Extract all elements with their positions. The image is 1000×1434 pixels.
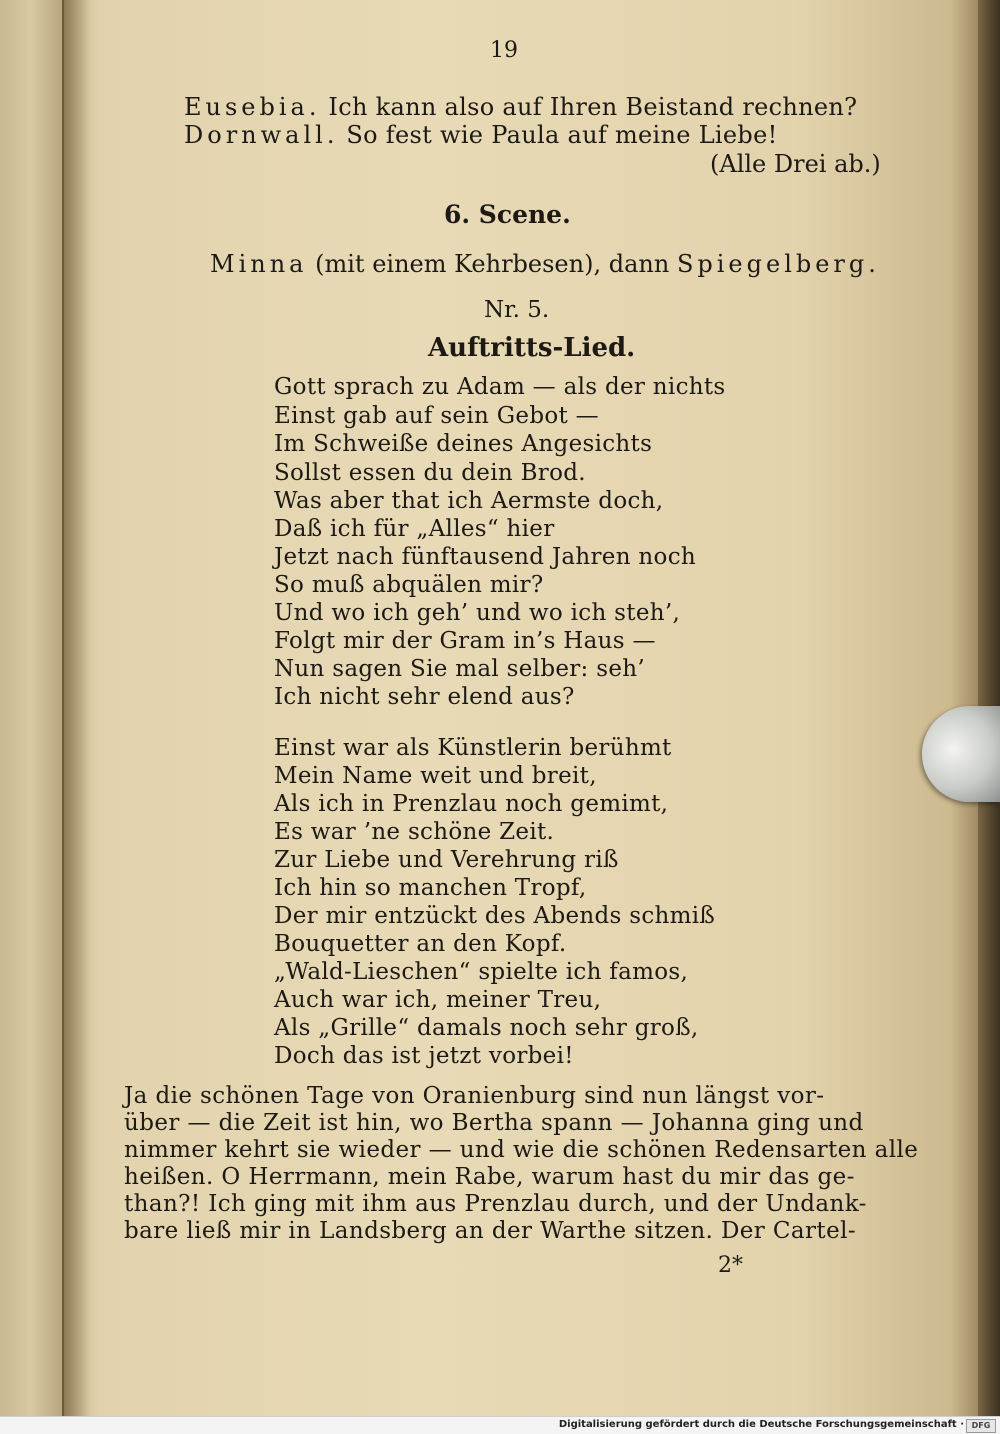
- verse-line: Mein Name weit und breit,: [274, 763, 597, 789]
- prose-line: bare ließ mir in Landsberg an der Warthe sitzen. Der Cartel-: [124, 1218, 857, 1244]
- stage-direction: (Alle Drei ab.): [710, 150, 881, 178]
- verse-line: Auch war ich, meiner Treu,: [274, 987, 602, 1013]
- cast-direction: (mit einem Kehrbesen), dann: [315, 250, 670, 278]
- verse-line: Als „Grille“ damals noch sehr groß,: [274, 1015, 699, 1041]
- song-number: Nr. 5.: [484, 297, 550, 323]
- footer-bar: [0, 1416, 1000, 1434]
- prose-line: than?! Ich ging mit ihm aus Prenzlau durch, und der Undank-: [124, 1191, 867, 1217]
- verse-line: Einst gab auf sein Gebot —: [274, 403, 599, 429]
- prose-line: Ja die schönen Tage von Oranienburg sind nun längst vor-: [124, 1083, 825, 1109]
- song-title: Auftritts-Lied.: [428, 333, 636, 363]
- dialogue-line-2: [184, 121, 778, 149]
- prose-line: nimmer kehrt sie wieder — und wie die schönen Redensarten alle: [124, 1137, 919, 1163]
- verse-line: Zur Liebe und Verehrung riß: [274, 847, 619, 873]
- verse-line: Nun sagen Sie mal selber: seh’: [274, 656, 645, 682]
- verse-line: Es war ’ne schöne Zeit.: [274, 819, 555, 845]
- verse-line: Ich nicht sehr elend aus?: [274, 684, 575, 710]
- prose-line: heißen. O Herrmann, mein Rabe, warum hast du mir das ge-: [124, 1164, 855, 1190]
- verse-line: Was aber that ich Aermste doch,: [274, 488, 664, 514]
- verse-line: Sollst essen du dein Brod.: [274, 460, 586, 486]
- verse-line: Der mir entzückt des Abends schmiß: [274, 903, 716, 929]
- dfg-logo-icon: DFG: [966, 1419, 996, 1433]
- verse-line: Und wo ich geh’ und wo ich steh’,: [274, 600, 681, 626]
- cast-speaker-minna: Minna: [210, 250, 308, 278]
- dialogue-text: So fest wie Paula auf meine Liebe!: [346, 121, 778, 149]
- verse-line: Gott sprach zu Adam — als der nichts: [274, 374, 726, 400]
- verse-line: Bouquetter an den Kopf.: [274, 931, 567, 957]
- verse-line: Im Schweiße deines Angesichts: [274, 431, 653, 457]
- verse-line: Als ich in Prenzlau noch gemimt,: [274, 791, 669, 817]
- scene-cast: [210, 250, 880, 278]
- page-gutter-shadow: [64, 0, 90, 1416]
- facing-page-edge: [0, 0, 64, 1416]
- cast-speaker-spiegelberg: Spiegelberg.: [676, 250, 880, 278]
- verse-line: Einst war als Künstlerin berühmt: [274, 735, 672, 761]
- page-number: 19: [490, 38, 518, 63]
- speaker-dornwall: Dornwall.: [184, 121, 339, 149]
- verse-line: „Wald-Lieschen“ spielte ich famos,: [274, 959, 689, 985]
- verse-line: Doch das ist jetzt vorbei!: [274, 1043, 574, 1069]
- verse-line: Jetzt nach fünftausend Jahren noch: [274, 544, 696, 570]
- verse-line: So muß abquälen mir?: [274, 572, 544, 598]
- signature-mark: 2*: [718, 1253, 743, 1278]
- prose-line: über — die Zeit ist hin, wo Bertha spann — Johanna ging und: [124, 1110, 864, 1136]
- dialogue-text: Ich kann also auf Ihren Beistand rechnen?: [328, 93, 858, 121]
- footer-credit: Digitalisierung gefördert durch die Deutsche Forschungsgemeinschaft ·: [558, 1419, 964, 1430]
- speaker-eusebia: Eusebia.: [184, 93, 321, 121]
- verse-line: Folgt mir der Gram in’s Haus —: [274, 628, 656, 654]
- scene-title: 6. Scene.: [444, 200, 571, 229]
- verse-line: Ich hin so manchen Tropf,: [274, 875, 587, 901]
- verse-line: Daß ich für „Alles“ hier: [274, 516, 555, 542]
- dialogue-line-1: [184, 93, 857, 121]
